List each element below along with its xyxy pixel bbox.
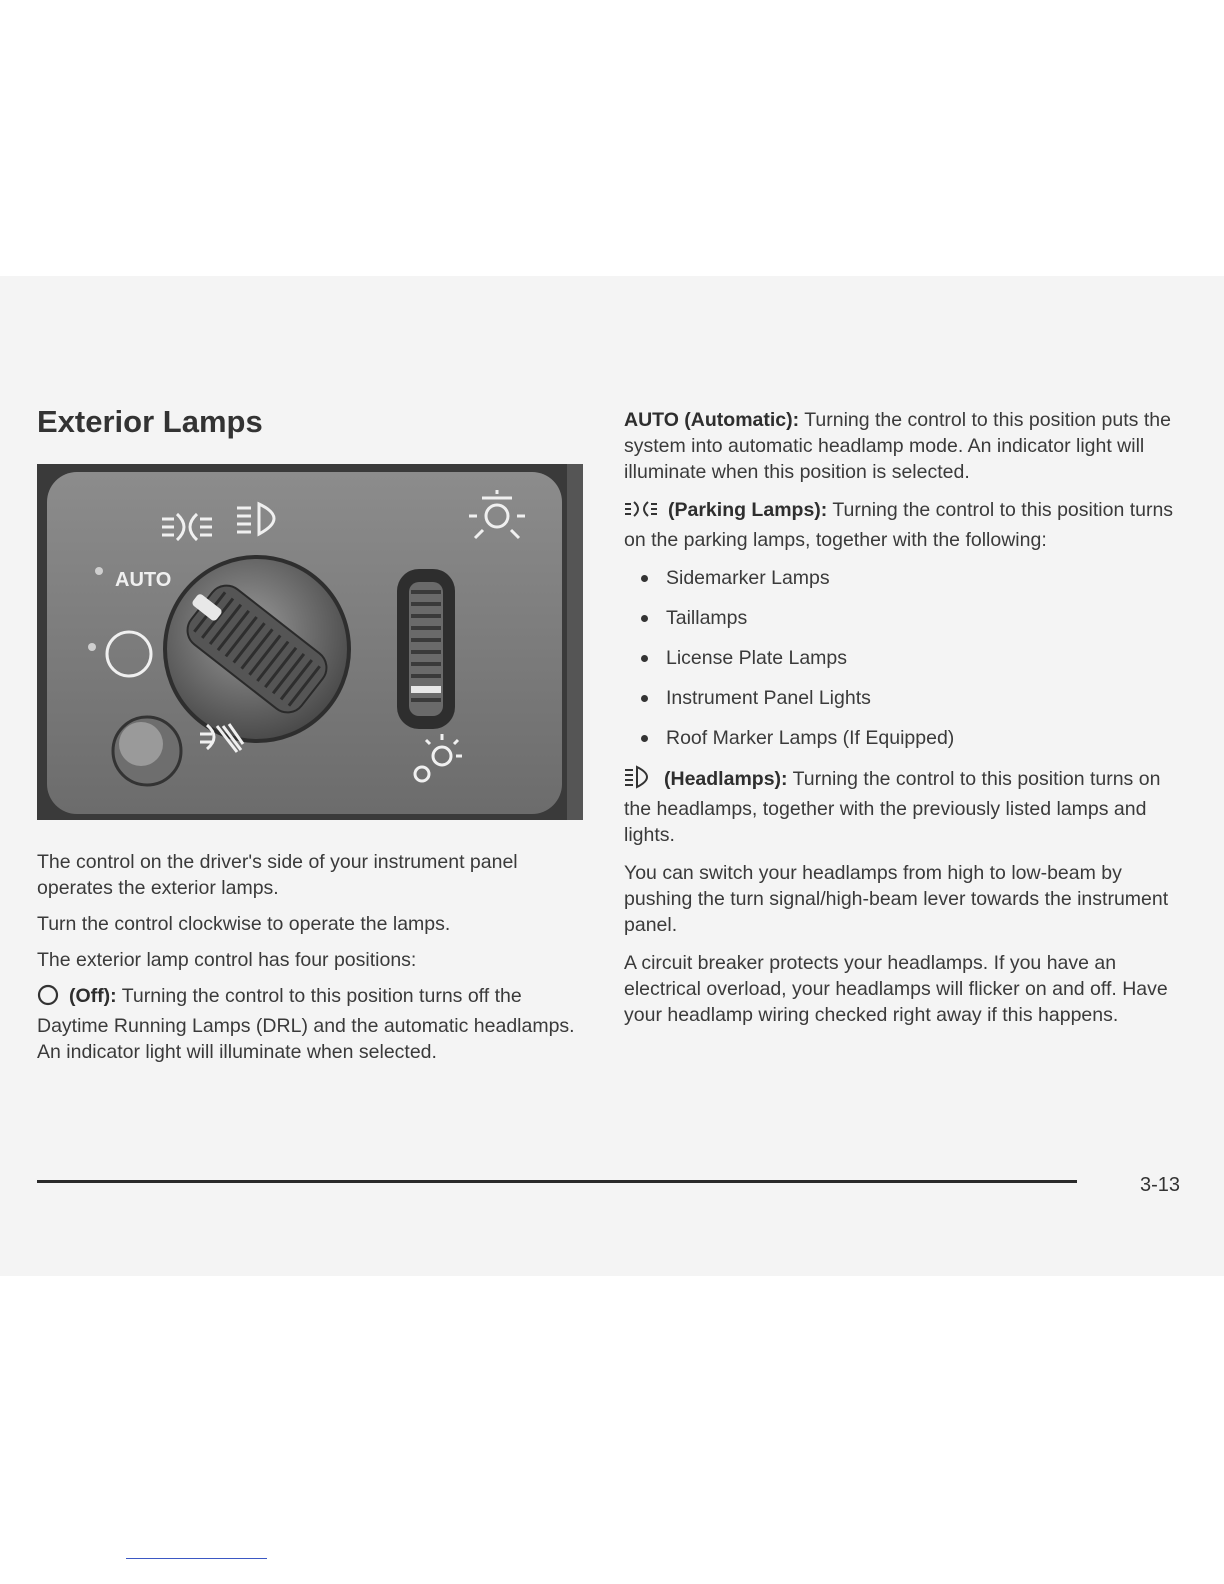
list-item: Roof Marker Lamps (If Equipped) [624,725,1184,751]
headlamps-label: (Headlamps): [664,768,788,790]
footer-rule [37,1180,1077,1183]
list-item: Taillamps [624,605,1184,631]
list-item: Instrument Panel Lights [624,685,1184,711]
photo-auto-label: AUTO [115,569,172,591]
left-column [37,849,587,1075]
headlamp-control-photo [37,464,583,820]
positions-paragraph: The exterior lamp control has four positions: [37,949,417,971]
high-beam-paragraph: You can switch your headlamps from high to low-beam by pushing the turn signal/high-beam lever towards the instrument panel. [624,862,1169,936]
clockwise-paragraph: Turn the control clockwise to operate the lamps. [37,913,451,935]
intro-paragraph: The control on the driver's side of your instrument panel operates the exterior lamps. [37,851,518,899]
headlamps-text: Turning the control to this position turns on the headlamps, together with the previously listed lamps and lights. [624,768,1161,846]
headlamps-icon [624,765,654,796]
parking-text: Turning the control to this position turns on the parking lamps, together with the following: [624,499,1174,551]
section-title: Exterior Lamps [37,404,263,439]
parking-lamps-icon [624,498,658,527]
circuit-breaker-paragraph: A circuit breaker protects your headlamps. If you have an electrical overload, your headlamps will flicker on and off. Have your headlamp wiring checked right away if this happens. [624,952,1168,1026]
link-underline [126,1558,267,1559]
page-number: 3-13 [1139,1174,1180,1196]
off-text: Turning the control to this position turns off the Daytime Running Lamps (DRL) and the automatic headlamps. An indicator light will illuminate when selected. [37,985,575,1063]
parking-label: (Parking Lamps): [668,499,828,521]
off-label: (Off): [69,985,117,1007]
parking-lamps-list [624,565,1184,751]
auto-paragraph [624,407,1184,485]
auto-text: Turning the control to this position puts the system into automatic headlamp mode. An indicator light will illuminate when this position is selected. [624,409,1171,483]
headlamps-paragraph [624,765,1184,848]
off-paragraph [37,983,587,1065]
parking-paragraph [624,497,1184,553]
right-column [624,407,1184,1040]
list-item: License Plate Lamps [624,645,1184,671]
list-item: Sidemarker Lamps [624,565,1184,591]
auto-label: AUTO (Automatic): [624,409,800,431]
off-icon [37,984,59,1013]
